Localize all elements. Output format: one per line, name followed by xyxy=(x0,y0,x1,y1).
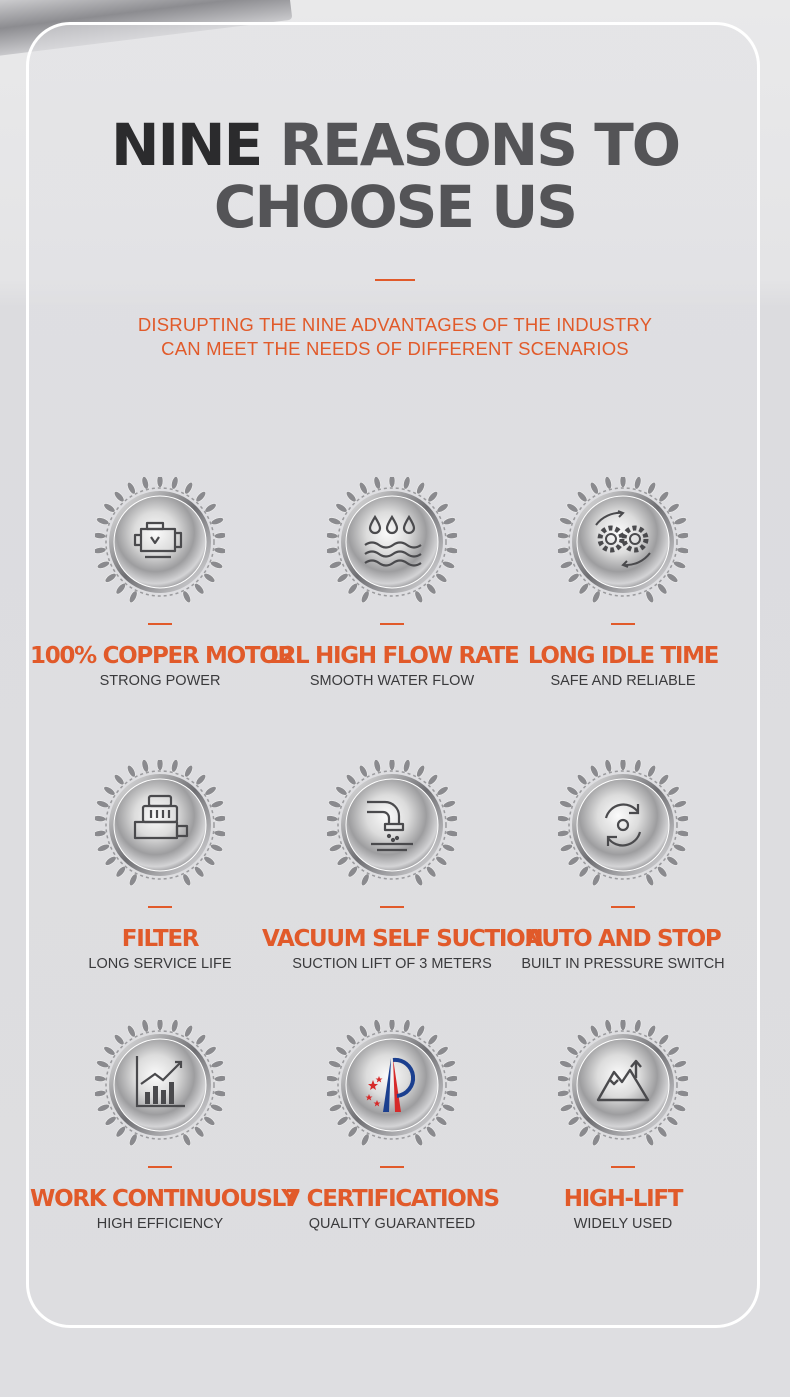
feature-auto-stop xyxy=(503,760,743,990)
cycle-icon xyxy=(558,760,688,890)
feature-subtitle: QUALITY GUARANTEED xyxy=(308,1216,476,1232)
feature-subtitle: SMOOTH WATER FLOW xyxy=(309,673,475,689)
pipe-icon xyxy=(327,760,457,890)
page-title-line-1 xyxy=(0,111,790,179)
subtitle-line-1: DISRUPTING THE NINE ADVANTAGES OF THE INDUSTRY xyxy=(137,314,653,335)
title-word-reasons: REASONS TO xyxy=(279,111,680,179)
feature-subtitle: LONG SERVICE LIFE xyxy=(88,956,232,972)
feature-divider xyxy=(148,623,172,625)
title-word-nine: NINE xyxy=(110,111,262,179)
feature-high-lift xyxy=(503,1020,743,1250)
feature-title: FILTER xyxy=(121,926,199,952)
feature-title: WORK CONTINUOUSLY xyxy=(30,1186,297,1212)
feature-subtitle: WIDELY USED xyxy=(573,1216,673,1232)
feature-divider xyxy=(611,906,635,908)
feature-high-flow xyxy=(265,477,519,707)
feature-title: 100% COPPER MOTOR xyxy=(30,643,294,669)
feature-subtitle: SAFE AND RELIABLE xyxy=(550,673,696,689)
feature-title: VACUUM SELF SUCTION xyxy=(262,926,543,952)
feature-divider xyxy=(148,1166,172,1168)
feature-divider xyxy=(380,623,404,625)
feature-divider xyxy=(380,1166,404,1168)
filter-icon xyxy=(95,760,225,890)
feature-divider xyxy=(611,1166,635,1168)
title-divider xyxy=(375,279,415,281)
feature-copper-motor xyxy=(30,477,294,707)
feature-subtitle: HIGH EFFICIENCY xyxy=(96,1216,224,1232)
gears-icon xyxy=(558,477,688,607)
growth-chart-icon xyxy=(95,1020,225,1150)
motor-icon xyxy=(95,477,225,607)
feature-filter xyxy=(40,760,280,990)
water-drops-icon xyxy=(327,477,457,607)
feature-divider xyxy=(611,623,635,625)
subtitle-line-2: CAN MEET THE NEEDS OF DIFFERENT SCENARIOS xyxy=(161,338,629,359)
feature-title: LONG IDLE TIME xyxy=(527,643,719,669)
feature-title: 12L HIGH FLOW RATE xyxy=(265,643,519,669)
feature-divider xyxy=(148,906,172,908)
feature-divider xyxy=(380,906,404,908)
feature-title: AUTO AND STOP xyxy=(525,926,721,952)
feature-title: 7 CERTIFICATIONS xyxy=(285,1186,499,1212)
page-title-line-2: CHOOSE US xyxy=(213,173,577,241)
feature-subtitle: STRONG POWER xyxy=(99,673,221,689)
feature-work-continuously xyxy=(30,1020,297,1250)
feature-long-idle xyxy=(503,477,743,707)
feature-subtitle: BUILT IN PRESSURE SWITCH xyxy=(521,956,725,972)
feature-subtitle: SUCTION LIFT OF 3 METERS xyxy=(292,956,492,972)
feature-title: HIGH-LIFT xyxy=(563,1186,683,1212)
certification-logo-icon xyxy=(327,1020,457,1150)
feature-certifications xyxy=(272,1020,512,1250)
feature-vacuum-suction xyxy=(262,760,543,990)
mountain-icon xyxy=(558,1020,688,1150)
